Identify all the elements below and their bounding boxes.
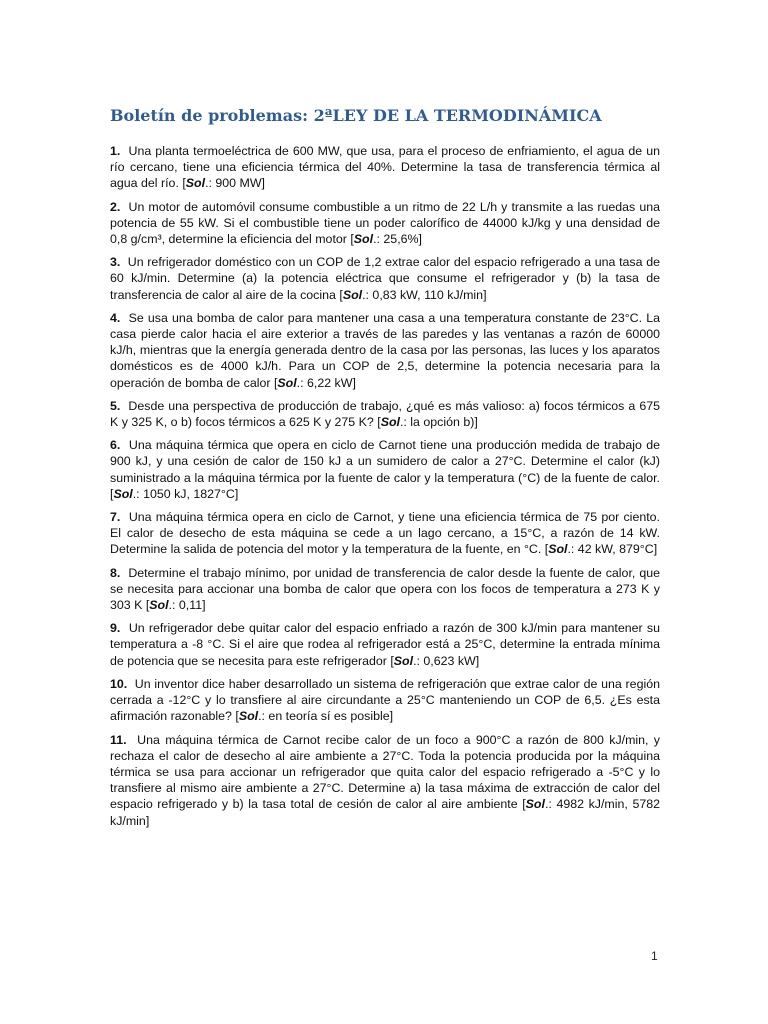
- problem-text: Un motor de automóvil consume combustible a un ritmo de 22 L/h y transmite a las ruedas una potencia de 55 kW. Si el combustible tiene un poder calorífico de 44000 kJ/kg y una densidad de 0,8 g/cm³, determine la eficiencia del motor: [110, 199, 660, 247]
- document-title: Boletín de problemas: 2ªLEY DE LA TERMODINÁMICA: [110, 106, 602, 125]
- solution-value: 42 kW, 879°C: [577, 542, 654, 557]
- solution-label: Sol: [149, 598, 169, 613]
- problem-item: 3. Un refrigerador doméstico con un COP de 1,2 extrae calor del espacio refrigerado a una tasa de 60 kJ/min. Determine (a) la potencia eléctrica que consume el refrigerador y (b) la tasa de transferencia de calor al aire de la cocina [Sol.: 0,83 kW, 110 kJ/min]: [110, 255, 661, 302]
- problem-text: Una máquina térmica de Carnot recibe calor de un foco a 900°C a razón de 800 kJ/min, y rechaza el calor de desecho al aire ambiente a 27°C. Toda la potencia producida por la máquina térmica se usa para accionar un refrigerador que quita calor del espacio refrigerado a -5°C y lo transfiere al mismo aire ambiente a 27°C. Determine a) la tasa máxima de extracción de calor del espacio refrigerado y b) la tasa total de cesión de calor al aire ambiente: [110, 732, 660, 812]
- solution-value: 0,623 kW: [423, 653, 476, 668]
- solution-value: 6,22 kW: [307, 375, 353, 390]
- problem-text: Una máquina térmica opera en ciclo de Carnot, y tiene una eficiencia térmica de 75 por ciento. El calor de desecho de esta máquina se cede a un lago cercano, a 15°C, a razón de 14 kW. Determine la salida de potencia del motor y la temperatura de la fuente, en °C.: [110, 510, 660, 557]
- problem-item: 5. Desde una perspectiva de producción de trabajo, ¿qué es más valioso: a) focos térmicos a 675 K y 325 K, o b) focos térmicos a 625 K y 275 K? [Sol.: la opción b)]: [110, 398, 660, 430]
- problem-item: 9. Un refrigerador debe quitar calor del espacio enfriado a razón de 300 kJ/min para mantener su temperatura a -8 °C. Si el aire que rodea al refrigerador está a 25°C, determine la entrada mínima de potencia que se necesita para este refrigerador [Sol.: 0,623 kW]: [110, 621, 660, 668]
- solution-value: 900 MW: [215, 176, 262, 191]
- problem-number: 3.: [110, 255, 121, 270]
- problem-number: 1.: [110, 144, 121, 158]
- problem-item: 7. Una máquina térmica opera en ciclo de Carnot, y tiene una eficiencia térmica de 75 por ciento. El calor de desecho de esta máquina se cede a un lago cercano, a 15°C, a razón de 14 kW. Determine la salida de potencia del motor y la temperatura de la fuente, en °C. [Sol.: 42 kW, 879°C]: [110, 510, 660, 557]
- problem-list: [110, 143, 660, 836]
- problem-number: 6.: [110, 438, 121, 453]
- problem-number: 8.: [110, 565, 121, 580]
- solution-label: Sol: [353, 232, 374, 247]
- problem-item: 2. Un motor de automóvil consume combustible a un ritmo de 22 L/h y transmite a las ruedas una potencia de 55 kW. Si el combustible tiene un poder calorífico de 44000 kJ/kg y una densidad de 0,8 g/cm³, determine la eficiencia del motor [Sol.: 25,6%]: [110, 199, 660, 247]
- solution-label: Sol: [525, 797, 545, 812]
- problem-text: Un refrigerador debe quitar calor del espacio enfriado a razón de 300 kJ/min para mantener su temperatura a -8 °C. Si el aire que rodea al refrigerador está a 25°C, determine la entrada mínima de potencia que se necesita para este refrigerador: [110, 621, 660, 668]
- solution-label: Sol: [277, 375, 297, 390]
- problem-item: 1. Una planta termoeléctrica de 600 MW, que usa, para el proceso de enfriamiento, el agua de un río cercano, tiene una eficiencia térmica del 40%. Determine la tasa de transferencia térmica al agua del río. [Sol.: 900 MW]: [110, 144, 660, 191]
- problem-number: 11.: [110, 732, 127, 747]
- problem-item: 6. Una máquina térmica que opera en ciclo de Carnot tiene una producción medida de trabajo de 900 kJ, y una cesión de calor de 150 kJ a un sumidero de calor a 27°C. Determine el calor (kJ) suministrado a la máquina térmica por la fuente de calor y la temperatura (°C) de la fuente de calor. [Sol.: 1050 kJ, 1827°C]: [110, 438, 660, 501]
- problem-item: 10. Un inventor dice haber desarrollado un sistema de refrigeración que extrae calor de una región cerrada a -12°C y lo transfiere al aire circundante a 25°C manteniendo un COP de 6,5. ¿Es esta afirmación razonable? [Sol.: en teoría sí es posible]: [110, 676, 660, 724]
- solution-value: 0,83 kW, 110 kJ/min: [372, 287, 484, 302]
- solution-label: Sol: [185, 176, 206, 191]
- problem-text: Desde una perspectiva de producción de trabajo, ¿qué es más valioso: a) focos térmicos a 675 K y 325 K, o b) focos térmicos a 625 K y 275 K?: [110, 398, 660, 430]
- solution-value: en teoría sí es posible: [268, 709, 390, 724]
- problem-text: Una planta termoeléctrica de 600 MW, que usa, para el proceso de enfriamiento, el agua de un río cercano, tiene una eficiencia térmica del 40%. Determine la tasa de transferencia térmica al agua del río.: [110, 144, 660, 191]
- problem-text: Un refrigerador doméstico con un COP de 1,2 extrae calor del espacio refrigerado a una tasa de 60 kJ/min. Determine (a) la potencia eléctrica que consume el refrigerador y (b) la tasa de transferencia de calor al aire de la cocina: [110, 255, 661, 302]
- problem-number: 5.: [110, 398, 121, 413]
- solution-value: la opción b): [410, 415, 475, 430]
- solution-value: 0,11: [178, 598, 203, 613]
- solution-value: 4982 kJ/min, 5782 kJ/min: [110, 797, 661, 828]
- problem-text: Un inventor dice haber desarrollado un sistema de refrigeración que extrae calor de una región cerrada a -12°C y lo transfiere al aire circundante a 25°C manteniendo un COP de 6,5. ¿Es esta afirmación razonable?: [110, 676, 660, 724]
- solution-label: Sol: [548, 542, 568, 557]
- problem-number: 10.: [110, 676, 128, 691]
- problem-number: 7.: [110, 510, 121, 525]
- solution-label: Sol: [238, 709, 259, 724]
- page-number: 1: [651, 949, 658, 963]
- problem-item: 11. Una máquina térmica de Carnot recibe calor de un foco a 900°C a razón de 800 kJ/min, y rechaza el calor de desecho al aire ambiente a 27°C. Toda la potencia producida por la máquina térmica se usa para accionar un refrigerador que quita calor del espacio refrigerado a -5°C y lo transfiere al mismo aire ambiente a 27°C. Determine a) la tasa máxima de extracción de calor del espacio refrigerado y b) la tasa total de cesión de calor al aire ambiente [Sol.: 4982 kJ/min, 5782 kJ/min]: [110, 732, 661, 828]
- problem-number: 4.: [110, 310, 121, 325]
- problem-text: Una máquina térmica que opera en ciclo de Carnot tiene una producción medida de trabajo de 900 kJ, y una cesión de calor de 150 kJ a un sumidero de calor a 27°C. Determine el calor (kJ) suministrado a la máquina térmica por la fuente de calor y la temperatura (°C) de la fuente de calor.: [110, 438, 660, 485]
- solution-label: Sol: [393, 653, 414, 668]
- problem-item: 4. Se usa una bomba de calor para mantener una casa a una temperatura constante de 23°C. La casa pierde calor hacia el aire exterior a través de las paredes y las ventanas a razón de 60000 kJ/h, mientras que la energía generada dentro de la casa por las personas, las luces y los aparatos domésticos es de 4000 kJ/h. Para un COP de 2,5, determine la potencia necesaria para la operación de bomba de calor [Sol.: 6,22 kW]: [110, 310, 660, 390]
- problem-number: 9.: [110, 621, 121, 636]
- solution-value: 25,6%: [383, 232, 419, 247]
- problem-number: 2.: [110, 199, 121, 214]
- problem-item: 8. Determine el trabajo mínimo, por unidad de transferencia de calor desde la fuente de calor, que se necesita para accionar una bomba de calor que opera con los focos de temperatura a 273 K y 303 K [Sol.: 0,11]: [110, 565, 660, 613]
- solution-value: 1050 kJ, 1827°C: [143, 486, 235, 501]
- solution-label: Sol: [380, 415, 400, 430]
- solution-label: Sol: [342, 287, 363, 302]
- problem-text: Se usa una bomba de calor para mantener una casa a una temperatura constante de 23°C. La casa pierde calor hacia el aire exterior a través de las paredes y las ventanas a razón de 60000 kJ/h, mientras que la energía generada dentro de la casa por las personas, las luces y los aparatos domésticos es de 4000 kJ/h. Para un COP de 2,5, determine la potencia necesaria para la operación de bomba de calor: [110, 310, 660, 390]
- solution-label: Sol: [113, 486, 133, 501]
- problem-text: Determine el trabajo mínimo, por unidad de transferencia de calor desde la fuente de calor, que se necesita para accionar una bomba de calor que opera con los focos de temperatura a 273 K y 303 K: [110, 565, 660, 613]
